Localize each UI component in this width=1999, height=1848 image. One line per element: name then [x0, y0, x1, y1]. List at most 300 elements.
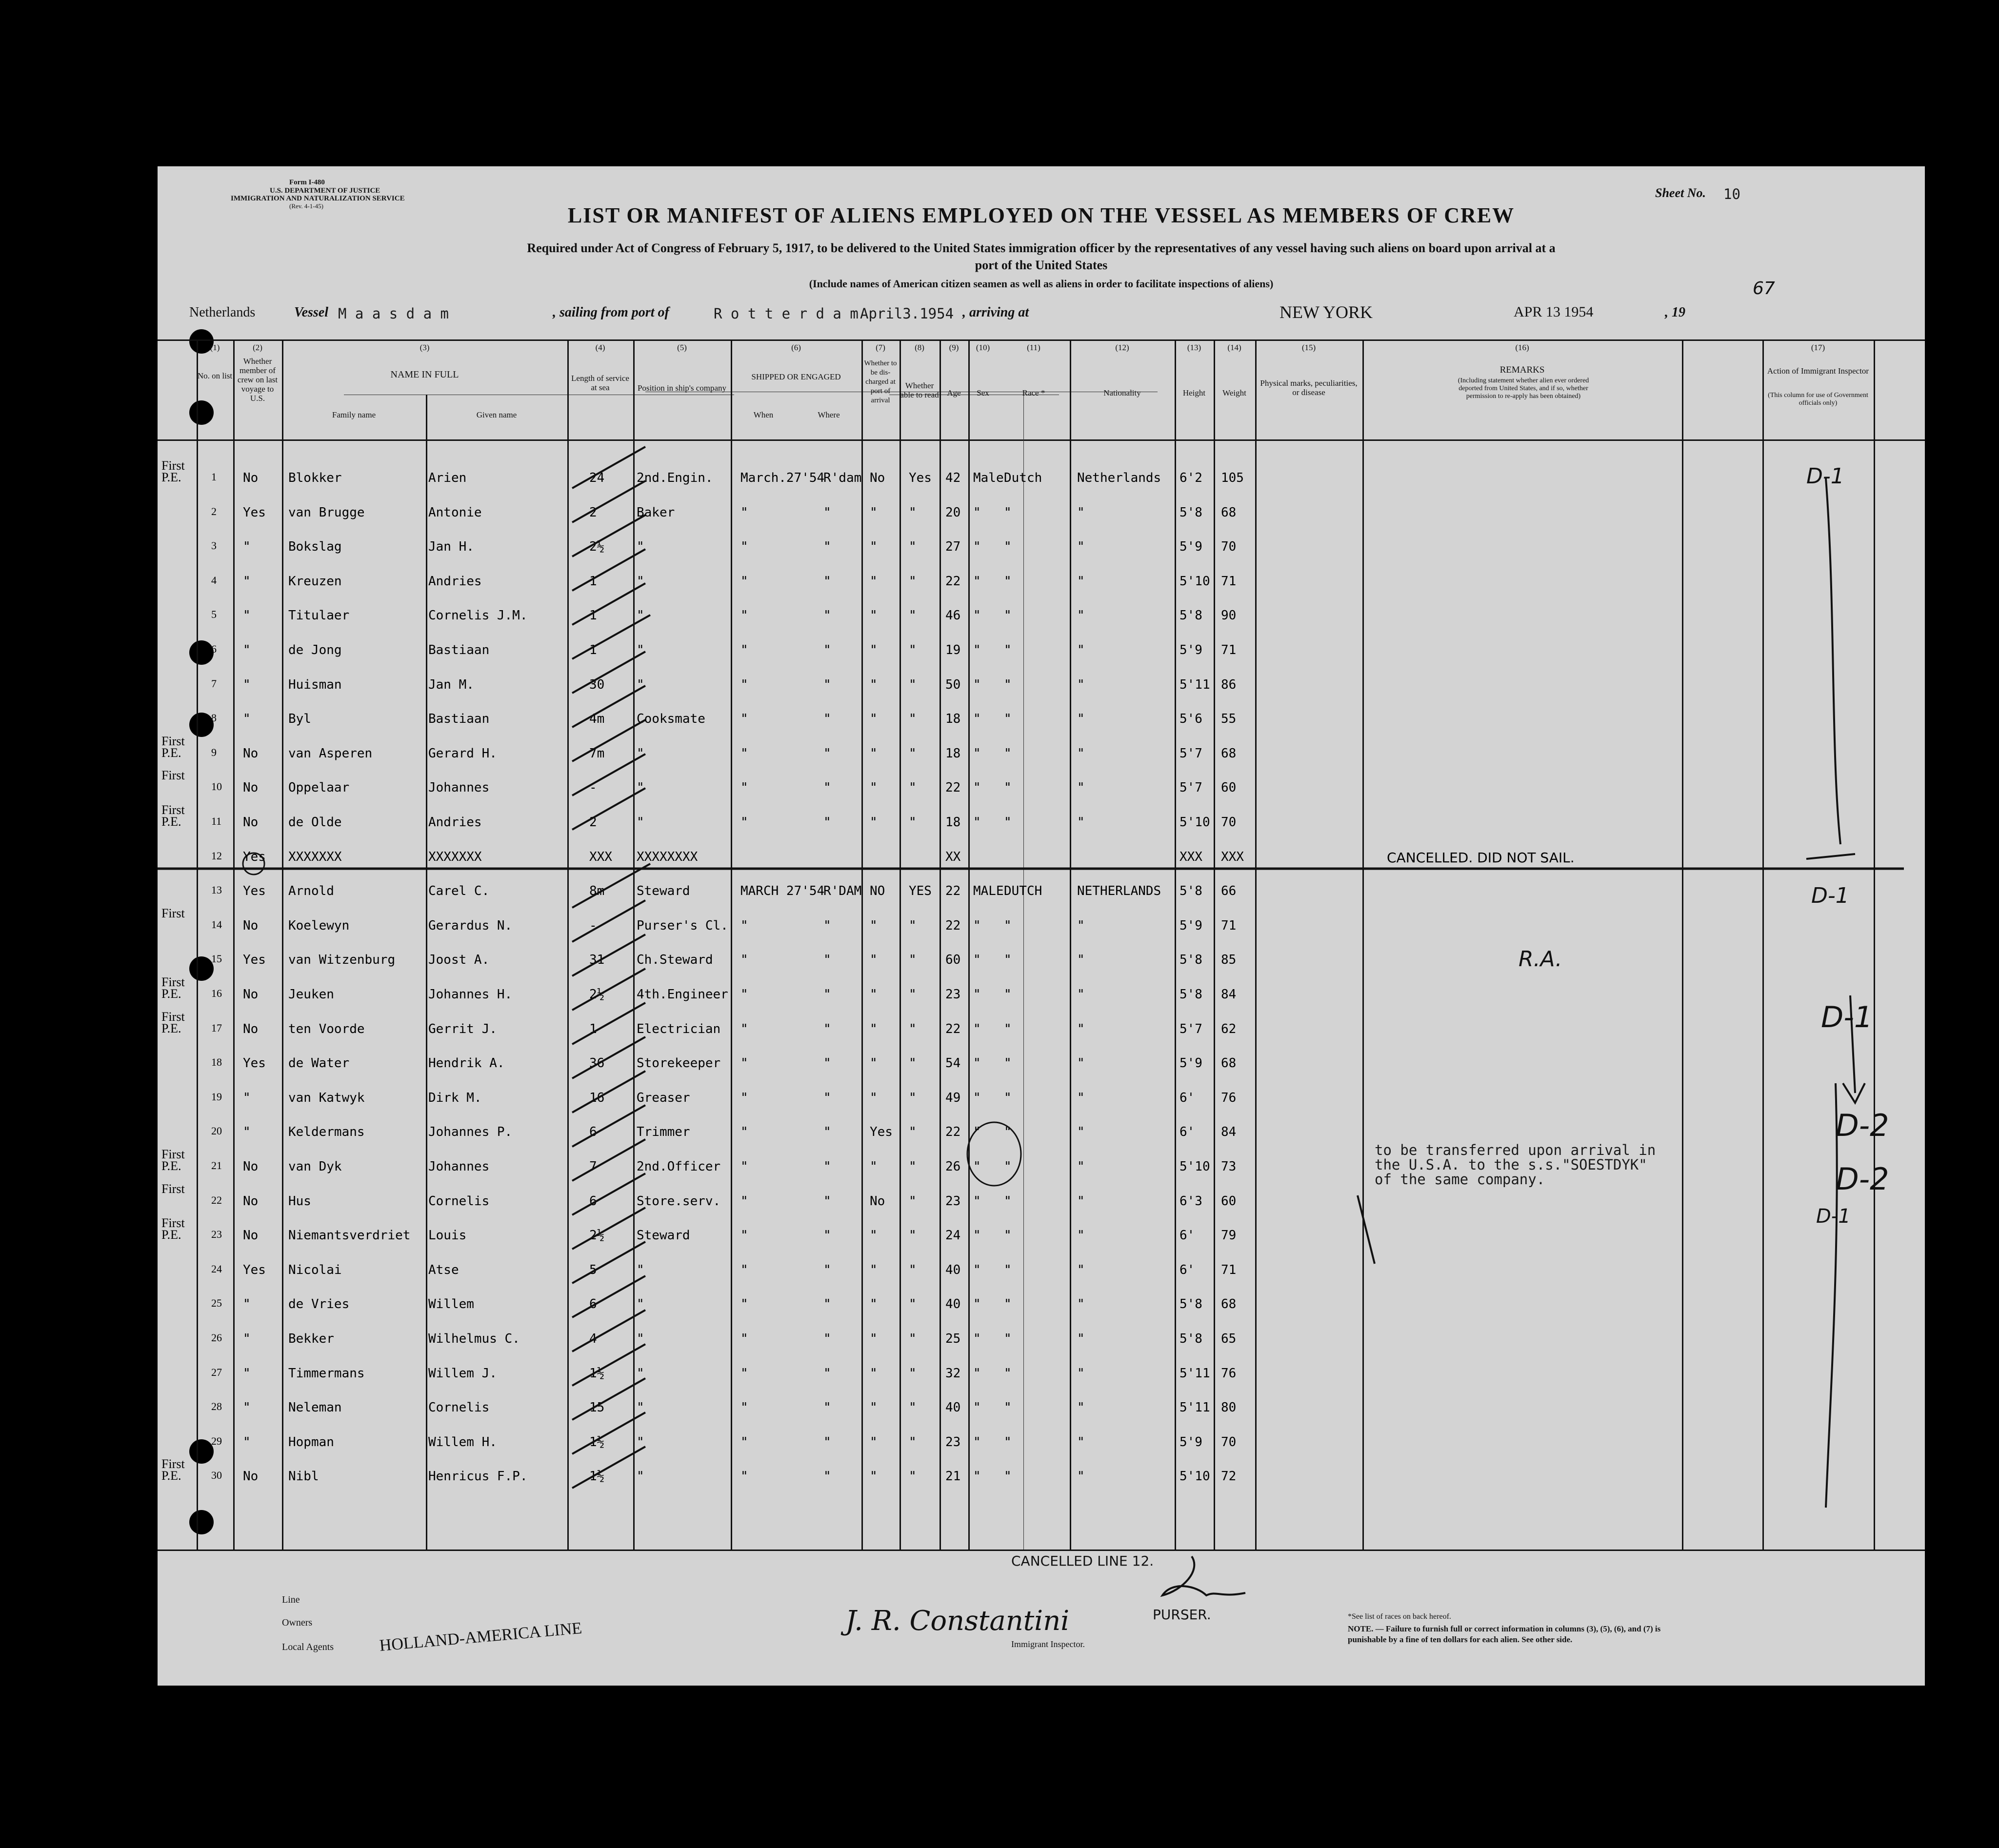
manifest-title: LIST OR MANIFEST OF ALIENS EMPLOYED ON THE VESSEL AS MEMBERS OF CREW — [567, 203, 1515, 227]
cell-length: - — [589, 780, 597, 795]
handwritten-marks — [158, 166, 1925, 1686]
cell-member: No — [243, 746, 259, 761]
sheet-label: Sheet No. — [1655, 186, 1706, 200]
cell-weight: 68 — [1221, 1056, 1237, 1071]
cell-member: " — [243, 1366, 251, 1381]
cell-position: " — [637, 1400, 644, 1415]
sheet-number: 10 — [1723, 186, 1740, 202]
remarks-ra: R.A. — [1519, 947, 1562, 972]
cell-read: " — [909, 1366, 917, 1381]
cell-sex: " — [973, 1366, 981, 1381]
cell-read: " — [909, 539, 917, 555]
cell-race: Dutch — [1004, 471, 1042, 485]
cell-race: " — [1004, 918, 1012, 933]
cell-member: No — [243, 1159, 259, 1174]
cell-family: Bekker — [288, 1331, 334, 1346]
cell-when: " — [740, 1159, 748, 1174]
cell-race: " — [1004, 608, 1012, 623]
cell-nationality: " — [1077, 1056, 1085, 1071]
cell-race: " — [1004, 643, 1012, 657]
cell-family: van Asperen — [288, 746, 373, 761]
manifest-page — [158, 166, 1925, 1686]
cell-position: 2nd.Officer — [637, 1159, 721, 1174]
cell-sex: " — [973, 1262, 981, 1277]
cell-no: 22 — [211, 1193, 222, 1206]
header-name-in-full: NAME IN FULL — [390, 369, 459, 380]
cell-nationality: " — [1077, 539, 1085, 555]
cell-sex: " — [973, 712, 981, 727]
cell-member: No — [243, 918, 259, 933]
cell-position: " — [637, 1366, 644, 1381]
page-number: 67 — [1753, 278, 1775, 298]
sailing-label: , sailing from port of — [553, 305, 669, 320]
cell-given: Henricus F.P. — [428, 1469, 528, 1484]
cell-position: Steward — [637, 884, 690, 899]
cell-when: " — [740, 1125, 748, 1140]
col-9-number: (9) — [949, 343, 959, 352]
cell-where: " — [823, 574, 831, 589]
cell-discharged: " — [870, 505, 878, 520]
cell-family: Byl — [288, 712, 311, 727]
cell-position: " — [637, 1262, 644, 1277]
cell-family: Nibl — [288, 1469, 319, 1484]
cell-family: Neleman — [288, 1400, 342, 1415]
cell-where: " — [823, 1297, 831, 1312]
cell-member: " — [243, 1297, 251, 1312]
cell-age: 18 — [945, 746, 961, 761]
cell-discharged: No — [870, 471, 885, 485]
cell-weight: 71 — [1221, 574, 1237, 589]
cell-discharged: " — [870, 712, 878, 727]
cell-nationality: " — [1077, 1366, 1085, 1381]
cell-where: " — [823, 1366, 831, 1381]
cell-race: " — [1004, 539, 1012, 555]
arrival-date: APR 13 1954 — [1514, 304, 1594, 320]
cell-family: Koelewyn — [288, 918, 350, 933]
cell-height: 5'10 — [1179, 1159, 1210, 1174]
cell-weight: 55 — [1221, 712, 1237, 727]
cell-race: " — [1004, 574, 1012, 589]
cell-position: " — [637, 1434, 644, 1450]
cell-weight: XXX — [1221, 849, 1244, 864]
cell-no: 12 — [211, 849, 222, 862]
cell-weight: 84 — [1221, 987, 1237, 1002]
cell-position: Storekeeper — [637, 1056, 721, 1071]
header-given-name: Given name — [476, 410, 517, 419]
cell-sex: " — [973, 539, 981, 555]
cell-where: " — [823, 1125, 831, 1140]
cell-position: " — [637, 677, 644, 692]
cell-read: " — [909, 1262, 917, 1277]
cell-discharged: " — [870, 1400, 878, 1415]
cell-member: Yes — [243, 505, 266, 520]
col-12-number: (12) — [1115, 343, 1129, 352]
cell-height: 5'11 — [1179, 1366, 1210, 1381]
cell-where: " — [823, 1056, 831, 1071]
arrival-port: NEW YORK — [1279, 302, 1373, 322]
cell-where: " — [823, 539, 831, 555]
cell-family: ten Voorde — [288, 1021, 365, 1036]
cell-height: 5'8 — [1179, 1331, 1202, 1346]
cell-nationality: " — [1077, 1400, 1085, 1415]
col-4-number: (4) — [595, 343, 605, 352]
cell-height: 6'2 — [1179, 471, 1202, 485]
cell-age: 22 — [945, 1021, 961, 1036]
cell-given: Arien — [428, 471, 467, 485]
cell-where: " — [823, 918, 831, 933]
cell-given: Andries — [428, 574, 482, 589]
cell-length: 2½ — [589, 539, 605, 555]
cancelled-note: CANCELLED LINE 12. — [1011, 1553, 1154, 1569]
cell-given: Gerardus N. — [428, 918, 513, 933]
cell-age: 27 — [945, 539, 961, 555]
cell-age: 40 — [945, 1262, 961, 1277]
cell-where: " — [823, 1090, 831, 1105]
cell-nationality: " — [1077, 505, 1085, 520]
cell-height: 6' — [1179, 1090, 1195, 1105]
cell-height: XXX — [1179, 849, 1202, 864]
cell-length: 1 — [589, 574, 597, 589]
cell-discharged: " — [870, 953, 878, 968]
cell-member: Yes — [243, 953, 266, 968]
cell-sex: Male — [973, 471, 1004, 485]
cell-read: " — [909, 780, 917, 795]
cell-when: MARCH 27'54 — [740, 884, 825, 899]
cell-height: 5'10 — [1179, 574, 1210, 589]
cell-height: 5'10 — [1179, 1469, 1210, 1484]
cell-no: 25 — [211, 1297, 222, 1310]
cell-member: " — [243, 677, 251, 692]
cell-age: 40 — [945, 1297, 961, 1312]
cell-family: Nicolai — [288, 1262, 342, 1277]
action-mark-top: D-1 — [1806, 464, 1844, 489]
cell-given: Antonie — [428, 505, 482, 520]
cell-sex: " — [973, 987, 981, 1002]
col-14-number: (14) — [1227, 343, 1241, 352]
cell-read: " — [909, 1228, 917, 1243]
cell-height: 6'3 — [1179, 1193, 1202, 1209]
cell-age: 21 — [945, 1469, 961, 1484]
cell-age: 22 — [945, 780, 961, 795]
cell-where: R'dam — [823, 471, 862, 485]
cell-position: " — [637, 1469, 644, 1484]
cell-race: " — [1004, 677, 1012, 692]
action-mark-row22: D-1 — [1816, 1205, 1851, 1228]
cell-margin: First P.E. — [161, 458, 185, 484]
cell-read: " — [909, 815, 917, 830]
cell-where: " — [823, 815, 831, 830]
cell-weight: 68 — [1221, 746, 1237, 761]
cell-where: " — [823, 1193, 831, 1209]
cell-when: " — [740, 815, 748, 830]
cell-age: 23 — [945, 1193, 961, 1209]
header-when: When — [753, 410, 774, 419]
cell-when: " — [740, 1366, 748, 1381]
cell-discharged: " — [870, 1469, 878, 1484]
cell-nationality: " — [1077, 1125, 1085, 1140]
cell-member: No — [243, 1193, 259, 1209]
cell-nationality: " — [1077, 1262, 1085, 1277]
cell-member: No — [243, 1021, 259, 1036]
cell-sex: " — [973, 1090, 981, 1105]
action-mark-row13: D-1 — [1811, 883, 1849, 908]
cell-sex: " — [973, 1193, 981, 1209]
cell-given: Jan H. — [428, 539, 474, 555]
col-7-number: (7) — [876, 343, 885, 352]
cell-nationality: " — [1077, 643, 1085, 657]
cell-weight: 85 — [1221, 953, 1237, 968]
cell-given: Dirk M. — [428, 1090, 482, 1105]
cell-height: 5'9 — [1179, 539, 1202, 555]
cell-discharged: " — [870, 1159, 878, 1174]
department: U.S. DEPARTMENT OF JUSTICE — [270, 187, 380, 195]
cell-discharged: " — [870, 539, 878, 555]
cell-family: Oppelaar — [288, 780, 350, 795]
cell-length: 2½ — [589, 987, 605, 1002]
cell-weight: 105 — [1221, 471, 1244, 485]
cell-position: Electrician — [637, 1021, 721, 1036]
departure-port: R o t t e r d a m — [714, 305, 859, 322]
cell-age: 19 — [945, 643, 961, 657]
cell-given: Bastiaan — [428, 643, 490, 657]
cell-age: 24 — [945, 1228, 961, 1243]
cell-age: 42 — [945, 471, 961, 485]
cell-read: " — [909, 1434, 917, 1450]
cell-read: " — [909, 712, 917, 727]
cell-family: van Katwyk — [288, 1090, 365, 1105]
header-sex: Sex — [977, 388, 989, 397]
cell-age: 50 — [945, 677, 961, 692]
cell-discharged: No — [870, 1193, 885, 1209]
cell-member: No — [243, 1469, 259, 1484]
cell-when: " — [740, 1297, 748, 1312]
transfer-note-3: of the same company. — [1375, 1171, 1545, 1188]
inspector-signature: J. R. Constantini — [845, 1605, 1070, 1637]
cell-where: " — [823, 643, 831, 657]
cell-position: " — [637, 1331, 644, 1346]
cell-when: " — [740, 953, 748, 968]
cell-race: " — [1004, 953, 1012, 968]
cell-family: Timmermans — [288, 1366, 365, 1381]
cell-weight: 65 — [1221, 1331, 1237, 1346]
cell-length: 6 — [589, 1193, 597, 1209]
inspector-label: Immigrant Inspector. — [1011, 1639, 1085, 1649]
cell-race: " — [1004, 712, 1012, 727]
col-8-number: (8) — [915, 343, 924, 352]
cell-sex: " — [973, 643, 981, 657]
cell-no: 30 — [211, 1469, 222, 1482]
cell-family: de Jong — [288, 643, 342, 657]
cell-length: 7m — [589, 746, 605, 761]
cell-given: Bastiaan — [428, 712, 490, 727]
cell-family: Hopman — [288, 1434, 334, 1450]
cell-read: " — [909, 1159, 917, 1174]
cell-length: 1½ — [589, 1366, 605, 1381]
cell-sex: " — [973, 505, 981, 520]
cell-read: " — [909, 1469, 917, 1484]
cell-family: Arnold — [288, 884, 334, 899]
cell-nationality: Netherlands — [1077, 471, 1161, 485]
cell-race: " — [1004, 987, 1012, 1002]
vessel-label: Vessel — [294, 305, 328, 320]
col-6-number: (6) — [791, 343, 801, 352]
cell-nationality: " — [1077, 1469, 1085, 1484]
cell-position: " — [637, 746, 644, 761]
header-action: Action of Immigrant Inspector — [1767, 366, 1869, 376]
cell-race: " — [1004, 1434, 1012, 1450]
cell-when: " — [740, 780, 748, 795]
cell-where: " — [823, 1469, 831, 1484]
cell-height: 5'10 — [1179, 815, 1210, 830]
header-physical: Physical marks, peculiarities, or disease — [1260, 378, 1358, 397]
cell-length: 7 — [589, 1159, 597, 1174]
cell-height: 5'9 — [1179, 1056, 1202, 1071]
cell-no: 11 — [211, 815, 222, 827]
cell-read: " — [909, 677, 917, 692]
manifest-subtitle-1: Required under Act of Congress of February 5, 1917, to be delivered to the United States immigration officer by the representatives of any vessel having such aliens on board upon arrival at a — [527, 241, 1556, 255]
cell-age: 46 — [945, 608, 961, 623]
cell-no: 21 — [211, 1159, 222, 1172]
cell-discharged: " — [870, 918, 878, 933]
cell-given: Carel C. — [428, 884, 490, 899]
cell-no: 9 — [211, 746, 217, 758]
cell-member: No — [243, 815, 259, 830]
header-age: Age — [947, 388, 961, 397]
cell-nationality: " — [1077, 608, 1085, 623]
header-shipped: SHIPPED OR ENGAGED — [751, 372, 841, 381]
cell-read: " — [909, 1193, 917, 1209]
cell-height: 5'7 — [1179, 780, 1202, 795]
cell-given: Andries — [428, 815, 482, 830]
cell-discharged: " — [870, 987, 878, 1002]
cell-length: 24 — [589, 471, 605, 485]
cell-margin: First — [161, 768, 185, 783]
cell-height: 5'8 — [1179, 884, 1202, 899]
cell-height: 5'9 — [1179, 1434, 1202, 1450]
cell-height: 5'8 — [1179, 987, 1202, 1002]
cell-no: 7 — [211, 677, 217, 690]
cell-length: 8m — [589, 884, 605, 899]
cell-race: " — [1004, 746, 1012, 761]
cell-race: " — [1004, 1021, 1012, 1036]
cell-nationality: " — [1077, 677, 1085, 692]
cell-sex: " — [973, 1125, 981, 1140]
header-height: Height — [1182, 388, 1206, 397]
cell-length: 15 — [589, 1400, 605, 1415]
cell-weight: 71 — [1221, 918, 1237, 933]
cell-length: 6 — [589, 1125, 597, 1140]
cell-member: " — [243, 574, 251, 589]
cell-margin: First P.E. — [161, 1457, 185, 1483]
cell-discharged: " — [870, 1331, 878, 1346]
cell-member: " — [243, 1090, 251, 1105]
cell-race: " — [1004, 1090, 1012, 1105]
cell-sex: " — [973, 1331, 981, 1346]
cell-given: Joost A. — [428, 953, 490, 968]
cell-read: " — [909, 987, 917, 1002]
cell-sex: " — [973, 574, 981, 589]
cell-sex: " — [973, 608, 981, 623]
cell-given: XXXXXXX — [428, 849, 482, 864]
header-position: Position in ship's company — [637, 383, 727, 393]
col-11-number: (11) — [1027, 343, 1040, 352]
cell-when: " — [740, 1262, 748, 1277]
owners-label: Owners — [282, 1617, 313, 1628]
cell-nationality: " — [1077, 987, 1085, 1002]
cell-no: 27 — [211, 1366, 222, 1378]
header-where: Where — [818, 410, 840, 419]
cell-nationality: " — [1077, 1090, 1085, 1105]
cell-weight: 62 — [1221, 1021, 1237, 1036]
cell-when: " — [740, 1021, 748, 1036]
cell-discharged: " — [870, 1090, 878, 1105]
cell-family: Titulaer — [288, 608, 350, 623]
agents-label: Local Agents — [282, 1642, 334, 1652]
cell-race: " — [1004, 505, 1012, 520]
cell-discharged: " — [870, 574, 878, 589]
cell-weight: 68 — [1221, 1297, 1237, 1312]
cell-position: Baker — [637, 505, 675, 520]
cell-given: Johannes H. — [428, 987, 513, 1002]
cell-race: " — [1004, 1331, 1012, 1346]
cell-length: 4 — [589, 1331, 597, 1346]
cell-length: 2½ — [589, 1228, 605, 1243]
cell-where: R'DAM — [823, 884, 862, 899]
header-race: Race * — [1022, 388, 1045, 397]
cell-length: 1 — [589, 643, 597, 657]
cell-position: XXXXXXXX — [637, 849, 698, 864]
cell-height: 5'8 — [1179, 608, 1202, 623]
cell-height: 5'11 — [1179, 1400, 1210, 1415]
cell-sex: " — [973, 780, 981, 795]
header-weight: Weight — [1222, 388, 1246, 397]
cell-given: Johannes — [428, 1159, 490, 1174]
cell-age: 49 — [945, 1090, 961, 1105]
cell-position: " — [637, 1297, 644, 1312]
cell-age: 40 — [945, 1400, 961, 1415]
cell-when: " — [740, 1056, 748, 1071]
cell-discharged: " — [870, 1366, 878, 1381]
cell-no: 19 — [211, 1090, 222, 1103]
cell-nationality: " — [1077, 1331, 1085, 1346]
cell-no: 29 — [211, 1434, 222, 1447]
cell-note: CANCELLED. DID NOT SAIL. — [1387, 849, 1575, 866]
cell-race: " — [1004, 1193, 1012, 1209]
cell-given: Cornelis J.M. — [428, 608, 528, 623]
cell-member: No — [243, 1228, 259, 1243]
cell-weight: 80 — [1221, 1400, 1237, 1415]
header-read: Whether able to read — [900, 381, 939, 399]
cell-weight: 68 — [1221, 505, 1237, 520]
cell-read: " — [909, 1125, 917, 1140]
cell-when: " — [740, 1228, 748, 1243]
col-10-number: (10) — [976, 343, 990, 352]
cell-read: " — [909, 1331, 917, 1346]
cell-family: Huisman — [288, 677, 342, 692]
cell-when: " — [740, 1331, 748, 1346]
cell-length: 36 — [589, 1056, 605, 1071]
cell-weight: 71 — [1221, 643, 1237, 657]
cell-family: van Brugge — [288, 505, 365, 520]
cell-position: " — [637, 643, 644, 657]
cell-family: Blokker — [288, 471, 342, 485]
cell-discharged: " — [870, 1262, 878, 1277]
cell-sex: MALE — [973, 884, 1004, 899]
header-discharged: Whether to be dis-charged at port of arrival — [864, 359, 897, 404]
cell-nationality: " — [1077, 1228, 1085, 1243]
cell-nationality: " — [1077, 1159, 1085, 1174]
cell-given: Louis — [428, 1228, 467, 1243]
